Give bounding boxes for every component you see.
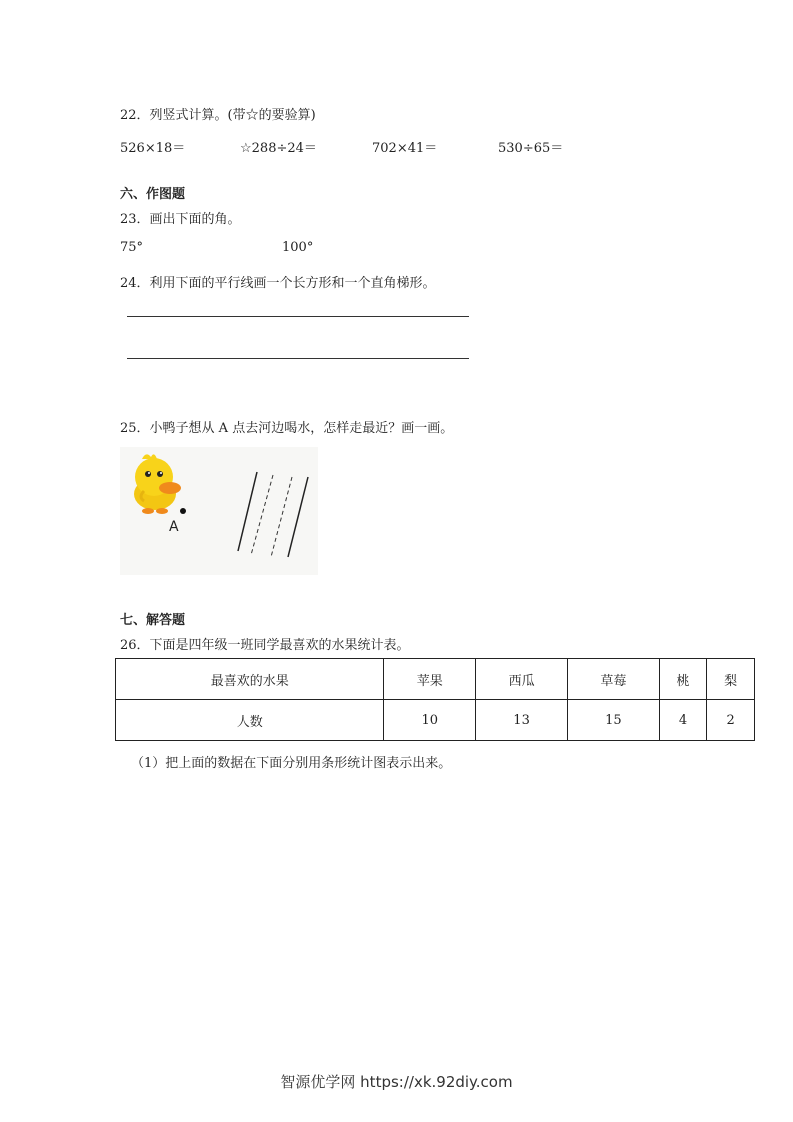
footer-watermark: 智源优学网 https://xk.92diy.com [280,1073,513,1091]
q24-title: 24．利用下面的平行线画一个长方形和一个直角梯形。 [120,276,436,291]
fruit-stats-table [115,658,755,741]
river-dash-1 [251,475,273,555]
angle-75: 75° [120,240,144,255]
point-a-dot [180,508,186,514]
table-cell: 13 [476,700,568,741]
q22-title: 22．列竖式计算。(带☆的要验算) [120,108,316,123]
calc-problem-2: ☆288÷24＝ [240,141,317,156]
point-a-label: A [169,519,179,535]
table-cell: 2 [707,700,755,741]
table-cell: 梨 [707,659,755,700]
table-cell: 草莓 [567,659,659,700]
table-cell: 人数 [116,700,384,741]
angle-100: 100° [282,240,314,255]
calc-problem-3: 702×41＝ [372,141,438,156]
section-7-heading: 七、解答题 [120,613,186,628]
table-cell: 苹果 [384,659,476,700]
calc-problem-1: 526×18＝ [120,141,186,156]
duck-figure [120,447,318,575]
parallel-line-top [127,316,469,317]
q25-title: 25．小鸭子想从 A 点去河边喝水，怎样走最近？画一画。 [120,421,454,436]
q26-title: 26．下面是四年级一班同学最喜欢的水果统计表。 [120,638,410,653]
duck-illustration [120,447,318,575]
q23-title: 23．画出下面的角。 [120,212,241,227]
table-cell: 15 [567,700,659,741]
table-cell: 4 [659,700,707,741]
table-cell: 桃 [659,659,707,700]
river-bank-left [238,472,257,551]
table-cell: 最喜欢的水果 [116,659,384,700]
table-cell: 西瓜 [476,659,568,700]
river-bank-right [288,477,308,557]
table-header-row [116,659,755,700]
table-row [116,700,755,741]
duck-icon [134,454,181,514]
parallel-line-bottom [127,358,469,359]
river-dash-2 [271,477,292,557]
section-6-heading: 六、作图题 [120,187,186,202]
q26-sub1: （1）把上面的数据在下面分别用条形统计图表示出来。 [131,756,452,771]
table-cell: 10 [384,700,476,741]
calc-problem-4: 530÷65＝ [498,141,564,156]
